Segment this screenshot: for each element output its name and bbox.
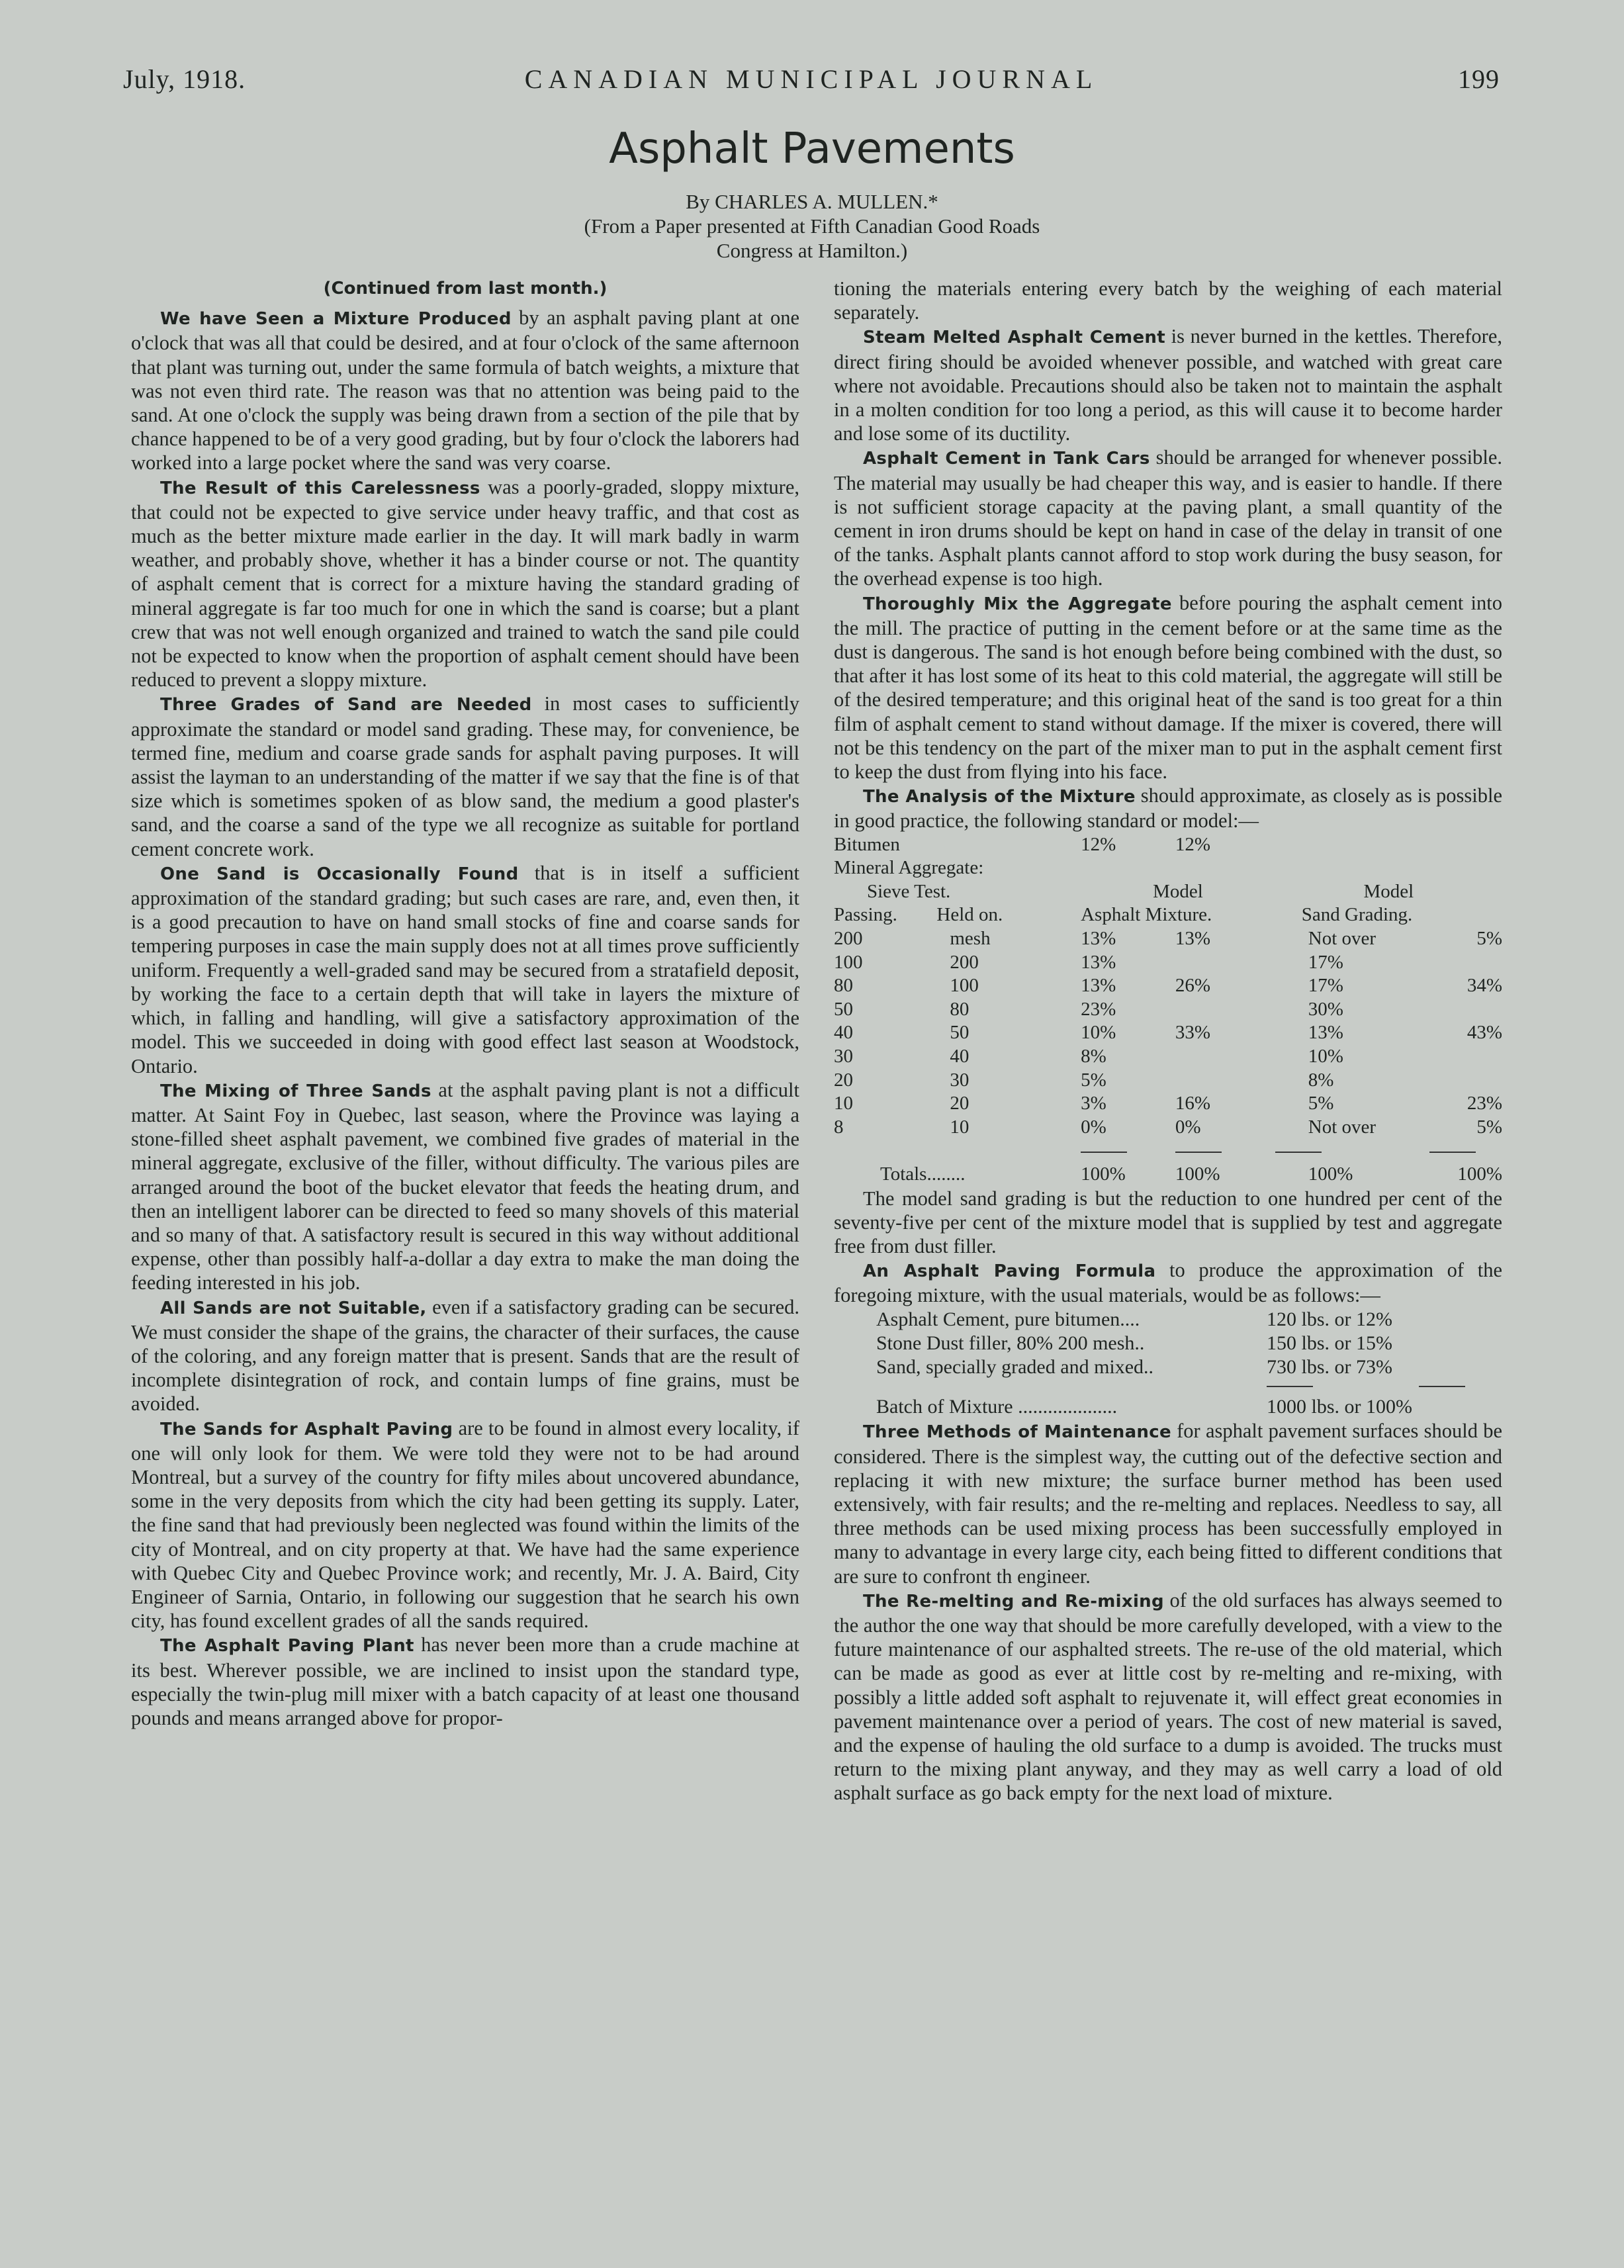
bitumen-total: 12%: [1175, 833, 1211, 855]
paragraph-text: by an asphalt paving plant at one o'clock that was all that could be desired, and at four o'clock of the same afternoon that plant was turning out, under the same formula of batch weights, a mixture that was not even third rate. The reason was that no attention was being paid to the sand. At one o'clock the supply was being drawn from a section of the pile that by chance happened to be of a very good grading, but by four o'clock the laborers had worked into a large pocket where the sand was very coarse.: [131, 306, 799, 475]
formula-amount: 120 lbs. or 12%: [1267, 1308, 1392, 1330]
bitumen-label: Bitumen: [834, 833, 900, 855]
paragraph: [834, 784, 1502, 833]
table-row: [834, 1116, 1502, 1140]
table-cell: 13%: [1081, 975, 1116, 997]
paragraph-text: was a poorly-graded, sloppy mixture, that could not be expected to give service under heavy traffic, and that cost as much as the better mixture made earlier in the day. It will mark badly in warm weather, and probably shove, whether it has a binder course or not. The quantity of asphalt cement that is correct for a mixture having the standard grading of mineral aggregate is far too much for one in which the sand is coarse; but a plant crew that was not well enough organized and trained to watch the sand pile could not be expected to know when the proportion of asphalt cement should have been reduced to prevent a sloppy mixture.: [131, 475, 800, 692]
table-cell: 34%: [1466, 975, 1502, 997]
model-grading-label: Model: [1363, 880, 1414, 902]
table-cell: 8: [834, 1116, 844, 1138]
formula-rule: [876, 1379, 1502, 1395]
formula-row: [876, 1308, 1502, 1332]
header-row-2: [834, 903, 1502, 927]
paragraph: [834, 1588, 1502, 1805]
table-cell: Not over: [1308, 1116, 1376, 1138]
table-cell: [1175, 951, 1275, 975]
table-cell: 5%: [1476, 928, 1502, 950]
table-row: [834, 1092, 1502, 1116]
right-paragraphs-bottom: [834, 1419, 1502, 1805]
table-cell: 30: [834, 1046, 853, 1067]
paragraph-lead: The Sands for Asphalt Paving: [160, 1419, 453, 1439]
bitumen-mixture: 12%: [1081, 833, 1116, 855]
table-cell: 100: [950, 975, 979, 997]
analysis-table: [834, 833, 1502, 1187]
paragraph: [131, 1295, 799, 1416]
table-cell: [1429, 1045, 1502, 1069]
bitumen-row: [834, 833, 1502, 857]
table-cell: 5%: [1308, 1093, 1334, 1114]
asphalt-mixture-label: Asphalt Mixture.: [1081, 904, 1212, 926]
paragraph-text: that is in itself a sufficient approximation of the standard grading; but such cases are rare, and, even then, it is a good precaution to have on hand small stocks of fine and coarse sands for tempering purposes in case the main supply does not at all times prove sufficiently uniform. Frequently a well-graded sand may be secured from a stratafield deposit, by working the face to a certain depth that will take in layers the mixture of which, in falling and handling, will give a satisfactory approximation of the model. This we succeeded in doing with good effect last season at Woodstock, Ontario.: [131, 861, 800, 1077]
table-cell: 20: [950, 1093, 970, 1114]
paragraph-text: of the old surfaces has always seemed to the author the one way that should be more carefully developed, with a view to the future maintenance of our asphalted streets. The re-use of the old material, which can be made as good as ever at little cost by re-melting and re-mixing, with possibly a little added soft asphalt to rejuvenate it, will effect great economies in pavement maintenance over a period of years. The cost of new material is saved, and the expense of hauling the old surface to a dump is avoided. The trucks must return to the mixing plant anyway, and they may as well carry a load of old asphalt surface as go back empty for the next load of mixture.: [834, 1588, 1502, 1805]
formula-label: Asphalt Cement, pure bitumen....: [876, 1308, 1140, 1330]
source-line-2: Congress at Hamilton.): [716, 239, 908, 262]
paragraph: [131, 1633, 799, 1730]
table-cell: 13%: [1081, 951, 1116, 973]
paragraph-text: The model sand grading is but the reduction to one hundred per cent of the seventy-five per cent of the mixture model that is supplied by test and aggregate free from dust filler.: [834, 1187, 1502, 1257]
table-cell: 10: [834, 1093, 853, 1114]
paragraph-lead: Asphalt Cement in Tank Cars: [863, 449, 1150, 469]
paragraph: [834, 445, 1502, 590]
table-cell: 13%: [1175, 928, 1211, 950]
paragraph: [131, 306, 799, 475]
batch-label: Batch of Mixture ....................: [876, 1396, 1118, 1418]
table-cell: [1429, 1069, 1502, 1093]
table-cell: 100: [834, 951, 863, 973]
table-cell: 17%: [1308, 975, 1343, 997]
table-cell: 30%: [1308, 998, 1343, 1020]
table-cell: 8%: [1081, 1046, 1106, 1067]
held-label: Held on.: [936, 904, 1003, 926]
paragraph: [131, 861, 799, 1078]
table-cell: 8%: [1308, 1069, 1334, 1091]
batch-amount: 1000 lbs. or 100%: [1267, 1396, 1412, 1418]
table-cell: 80: [950, 998, 970, 1020]
formula-amount: 150 lbs. or 15%: [1267, 1332, 1392, 1354]
table-cell: 40: [834, 1022, 853, 1044]
paragraph: [834, 1187, 1502, 1259]
paragraph-text: in most cases to sufficiently approximate the standard or model sand grading. These may, for convenience, be termed fine, medium and coarse grade sands for asphalt paving purposes. It will assist the layman to an understanding of the matter if we say that the fine is of that size which is sometimes spoken of as blow sand, the medium a good plaster's sand, and the coarse a sand of the type we all recognize as suitable for portland cement concrete work.: [131, 692, 799, 860]
paragraph: [834, 1419, 1502, 1588]
table-cell: Not over: [1308, 928, 1376, 950]
right-paragraphs-mid: [834, 1187, 1502, 1308]
table-cell: 20: [834, 1069, 853, 1091]
table-row: [834, 998, 1502, 1022]
table-cell: 0%: [1175, 1116, 1201, 1138]
table-cell: 10%: [1308, 1046, 1343, 1067]
formula-amount: 730 lbs. or 73%: [1267, 1356, 1392, 1378]
continued-note: (Continued from last month.): [323, 279, 608, 298]
right-column: [834, 277, 1502, 1805]
table-cell: [1429, 998, 1502, 1022]
author-line: By CHARLES A. MULLEN.*: [686, 190, 938, 213]
sand-grading-label: Sand Grading.: [1301, 904, 1413, 926]
table-cell: [1429, 951, 1502, 975]
formula-row: [876, 1355, 1502, 1379]
table-cell: [1175, 998, 1275, 1022]
table-cell: 30: [950, 1069, 970, 1091]
paragraph-lead: Three Methods of Maintenance: [863, 1422, 1171, 1443]
paragraph-lead: The Asphalt Paving Plant: [160, 1636, 414, 1656]
paragraph-text: has never been more than a crude machine at its best. Wherever possible, we are inclined to insist upon the standard type, especially the twin-plug mill mixer with a batch capacity of at least one thousand pounds and means arranged above for propor-: [131, 1633, 799, 1729]
paragraph: [131, 1416, 799, 1633]
paragraph-lead: We have Seen a Mixture Produced: [160, 309, 512, 330]
journal-name: CANADIAN MUNICIPAL JOURNAL: [524, 64, 1099, 94]
sieve-label: Sieve Test.: [867, 880, 951, 902]
paragraph-lead: All Sands are not Suitable,: [160, 1298, 427, 1318]
left-column: [131, 277, 799, 1730]
paragraph-text: to produce the approximation of the foregoing mixture, with the usual materials, would be as follows:—: [834, 1259, 1502, 1307]
paragraph-text: before pouring the asphalt cement into the mill. The practice of putting in the cement before or at the same time as the dust is dangerous. The sand is hot enough before being combined with the dust, so that after it has lost some of its heat to this cold material, the aggregate will still be of the desired temperature; and this original heat of the sand is too great for a thin film of asphalt cement to stand without damage. If the mixer is covered, there will not be this tendency on the part of the mixer man to put in the asphalt cement first to keep the dust from flying into his face.: [834, 591, 1502, 784]
table-row: [834, 1069, 1502, 1093]
table-cell: 23%: [1466, 1093, 1502, 1114]
paragraph-text: is never burned in the kettles. Therefore, direct firing should be avoided whenever possible, and watched with great care where not avoidable. Precautions should also be taken not to maintain the asphalt in a molten condition for too long a period, as this will cause it to become harder and lose some of its ductility.: [834, 325, 1502, 445]
table-cell: 5%: [1081, 1069, 1106, 1091]
table-cell: 5%: [1476, 1116, 1502, 1138]
table-cell: 40: [950, 1046, 970, 1067]
page-number: 199: [1458, 64, 1500, 94]
mineral-label: Mineral Aggregate:: [834, 857, 984, 879]
batch-row: [876, 1395, 1502, 1419]
table-cell: 33%: [1175, 1022, 1211, 1044]
source-line-1: (From a Paper presented at Fifth Canadian Good Roads: [584, 214, 1040, 238]
paragraph-lead: Three Grades of Sand are Needed: [160, 695, 532, 715]
table-cell: 17%: [1308, 951, 1343, 973]
formula-label: Sand, specially graded and mixed..: [876, 1356, 1154, 1378]
table-cell: 3%: [1081, 1093, 1106, 1114]
paragraph-text: even if a satisfactory grading can be secured. We must consider the shape of the grains, the character of their surfaces, the cause of the coloring, and any foreign matter that is present. Sands that are the result of incomplete disintegration of rock, and contain lumps of fine grains, must be avoided.: [131, 1295, 799, 1416]
paragraph: [131, 692, 799, 860]
table-cell: 10%: [1081, 1022, 1116, 1044]
issue-date: July, 1918.: [123, 64, 246, 94]
totals-cell: 100%: [1081, 1163, 1126, 1185]
paragraph: [834, 277, 1502, 324]
table-cell: [1175, 1069, 1275, 1093]
table-cell: 50: [834, 998, 853, 1020]
paragraph: [834, 324, 1502, 445]
paragraph-lead: The Re-melting and Re-mixing: [863, 1591, 1164, 1611]
paragraph: [834, 591, 1502, 784]
paragraph-lead: The Mixing of Three Sands: [160, 1081, 431, 1101]
paragraph: [834, 1258, 1502, 1307]
paragraph-lead: The Result of this Carelessness: [160, 478, 480, 498]
paragraph: [131, 475, 799, 692]
paragraph-lead: The Analysis of the Mixture: [863, 787, 1136, 807]
paragraph: [131, 1078, 799, 1295]
table-cell: 200: [834, 928, 863, 950]
left-paragraphs: [131, 306, 799, 1730]
running-head: [123, 64, 1500, 103]
model-mixture-label: Model: [1153, 880, 1203, 902]
article-title: Asphalt Pavements: [609, 124, 1015, 173]
table-cell: 200: [950, 951, 979, 973]
table-row: [834, 1045, 1502, 1069]
table-cell: 80: [834, 975, 853, 997]
totals-cell: 100%: [1175, 1163, 1220, 1185]
paragraph-text: are to be found in almost every locality, if one will only look for them. We were told they were not to be had around Montreal, but a survey of the country for fifty miles about uncovered abundance, some in the very deposits from which the city had been getting its supply. Later, the fine sand that had previously been neglected was found within the limits of the city of Montreal, and on city property at that. We have had the same experience with Quebec City and Quebec Province work; and recently, Mr. J. A. Baird, City Engineer of Sarnia, Ontario, in following our suggestion that he search his own city, has found excellent grades of all the sands required.: [131, 1416, 799, 1633]
table-cell: 0%: [1081, 1116, 1106, 1138]
table-cell: 23%: [1081, 998, 1116, 1020]
formula-label: Stone Dust filler, 80% 200 mesh..: [876, 1332, 1145, 1354]
paragraph-text: should approximate, as closely as is possible in good practice, the following standard or model:—: [834, 784, 1502, 833]
header-row-1: [834, 880, 1502, 904]
byline-block: [0, 189, 1624, 263]
table-cell: 43%: [1466, 1022, 1502, 1044]
table-cell: [1175, 1045, 1275, 1069]
table-cell: mesh: [950, 928, 991, 950]
table-row: [834, 1021, 1502, 1045]
totals-label: Totals........: [880, 1163, 966, 1185]
table-row: [834, 927, 1502, 951]
totals-row: [834, 1163, 1502, 1187]
paragraph-text: should be arranged for whenever possible. The material may usually be had cheaper this way, and is easier to handle. If there is not sufficient storage capacity at the paving plant, a small quantity of the cement in iron drums should be kept on hand in case of the delay in transit of one of the tanks. Asphalt plants cannot afford to stop work during the busy season, for the overhead expense is too high.: [834, 446, 1502, 590]
paragraph-text: at the asphalt paving plant is not a difficult matter. At Saint Foy in Quebec, last season, where the Province was laying a stone-filled sheet asphalt pavement, we combined five grades of material in the mineral aggregate, exclusive of the filler, without difficulty. The various piles are arranged around the boot of the bucket elevator that feeds the heating drum, and then an intelligent laborer can be directed to feed so many shovels of this material and so many of that. A satisfactory result is secured in this way without additional expense, other than possibly half-a-dollar a day extra to make the man doing the feeding interested in his job.: [131, 1078, 799, 1294]
table-row: [834, 951, 1502, 975]
totals-cell: 100%: [1457, 1163, 1502, 1185]
right-paragraphs-top: [834, 277, 1502, 833]
paragraph-lead: Steam Melted Asphalt Cement: [863, 328, 1165, 348]
table-cell: 10: [950, 1116, 970, 1138]
table-row: [834, 974, 1502, 998]
paragraph-lead: Thoroughly Mix the Aggregate: [863, 594, 1172, 614]
table-cell: 13%: [1081, 928, 1116, 950]
totals-rule-row: [834, 1139, 1502, 1163]
passing-label: Passing.: [834, 904, 897, 926]
formula-row: [876, 1332, 1502, 1355]
paragraph-text: for asphalt pavement surfaces should be considered. There is the simplest way, the cutting out of the defective section and replacing it with new mixture; the surface burner method has been used extensively, with fair results; and the re-melting and replaces. Needless to say, all three methods can be used mixing process has been successfully employed in many to advantage in every large city, each being fitted to different conditions that are sure to confront th engineer.: [834, 1420, 1502, 1588]
paving-formula: [834, 1308, 1502, 1420]
paragraph-text: tioning the materials entering every batch by the weighing of each material separately.: [834, 277, 1502, 324]
paragraph-lead: One Sand is Occasionally Found: [160, 864, 519, 884]
table-cell: 13%: [1308, 1022, 1343, 1044]
table-cell: 50: [950, 1022, 970, 1044]
totals-cell: 100%: [1308, 1163, 1353, 1185]
table-cell: 26%: [1175, 975, 1211, 997]
table-cell: 16%: [1175, 1093, 1211, 1114]
mineral-row: [834, 856, 1502, 880]
paragraph-lead: An Asphalt Paving Formula: [863, 1261, 1156, 1282]
